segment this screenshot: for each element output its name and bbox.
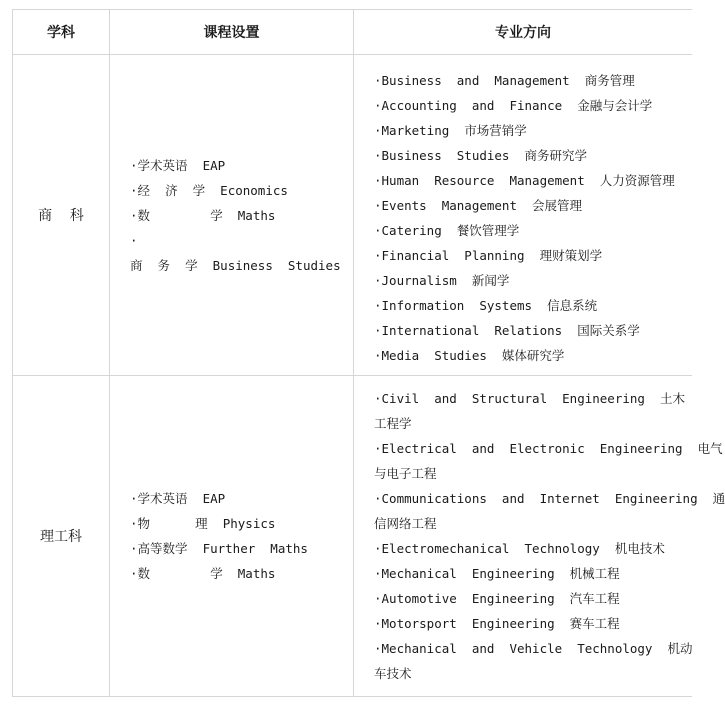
major-item: 工程学: [374, 416, 412, 431]
course-item: ·数 学 Maths: [130, 566, 276, 581]
major-item: ·Information Systems 信息系统: [374, 298, 598, 313]
major-item: ·Mechanical Engineering 机械工程: [374, 566, 620, 581]
major-item: ·Financial Planning 理财策划学: [374, 248, 603, 263]
major-item: 车技术: [374, 666, 412, 681]
course-item: ·: [130, 232, 138, 248]
courses-business: [110, 55, 353, 375]
major-item: ·Human Resource Management 人力资源管理: [374, 173, 675, 188]
major-item: ·Motorsport Engineering 赛车工程: [374, 616, 620, 631]
course-table: [12, 9, 725, 697]
major-item: ·Media Studies 媒体研究学: [374, 348, 565, 363]
major-item: ·Catering 餐饮管理学: [374, 223, 520, 238]
major-item: ·Marketing 市场营销学: [374, 123, 527, 138]
course-item: ·学术英语 EAP: [130, 491, 226, 506]
major-item: ·Business and Management 商务管理: [374, 73, 635, 88]
header-majors: 专业方向: [495, 25, 551, 41]
table-border-bottom: [12, 696, 692, 697]
course-item: 商 务 学 Business Studies: [130, 257, 341, 273]
major-item: ·International Relations 国际关系学: [374, 323, 640, 338]
major-item: ·Electrical and Electronic Engineering 电气: [374, 441, 723, 456]
header-subject: 学科: [47, 25, 75, 41]
major-item: ·Civil and Structural Engineering 土木: [374, 391, 685, 406]
major-item: ·Accounting and Finance 金融与会计学: [374, 98, 653, 113]
course-item: ·经 济 学 Economics: [130, 182, 288, 198]
major-item: ·Business Studies 商务研究学: [374, 148, 588, 163]
major-item: ·Events Management 会展管理: [374, 198, 583, 213]
major-item: ·Automotive Engineering 汽车工程: [374, 591, 620, 606]
major-item: ·Journalism 新闻学: [374, 273, 510, 288]
major-item: ·Communications and Internet Engineering 通: [374, 491, 725, 506]
courses-engineering: [110, 376, 353, 696]
course-item: ·物 理 Physics: [130, 516, 276, 531]
major-item: ·Electromechanical Technology 机电技术: [374, 541, 665, 556]
major-item: 信网络工程: [374, 516, 437, 531]
header-courses: 课程设置: [203, 25, 260, 41]
major-item: 与电子工程: [374, 466, 437, 481]
majors-engineering: [354, 376, 725, 696]
subject-engineering: 理工科: [40, 529, 82, 545]
course-item: ·高等数学 Further Maths: [130, 541, 308, 556]
subject-business: 商 科: [38, 208, 84, 224]
course-item: ·学术英语 EAP: [130, 157, 226, 173]
majors-business: [354, 55, 692, 375]
course-item: ·数 学 Maths: [130, 207, 276, 223]
major-item: ·Mechanical and Vehicle Technology 机动: [374, 641, 693, 656]
